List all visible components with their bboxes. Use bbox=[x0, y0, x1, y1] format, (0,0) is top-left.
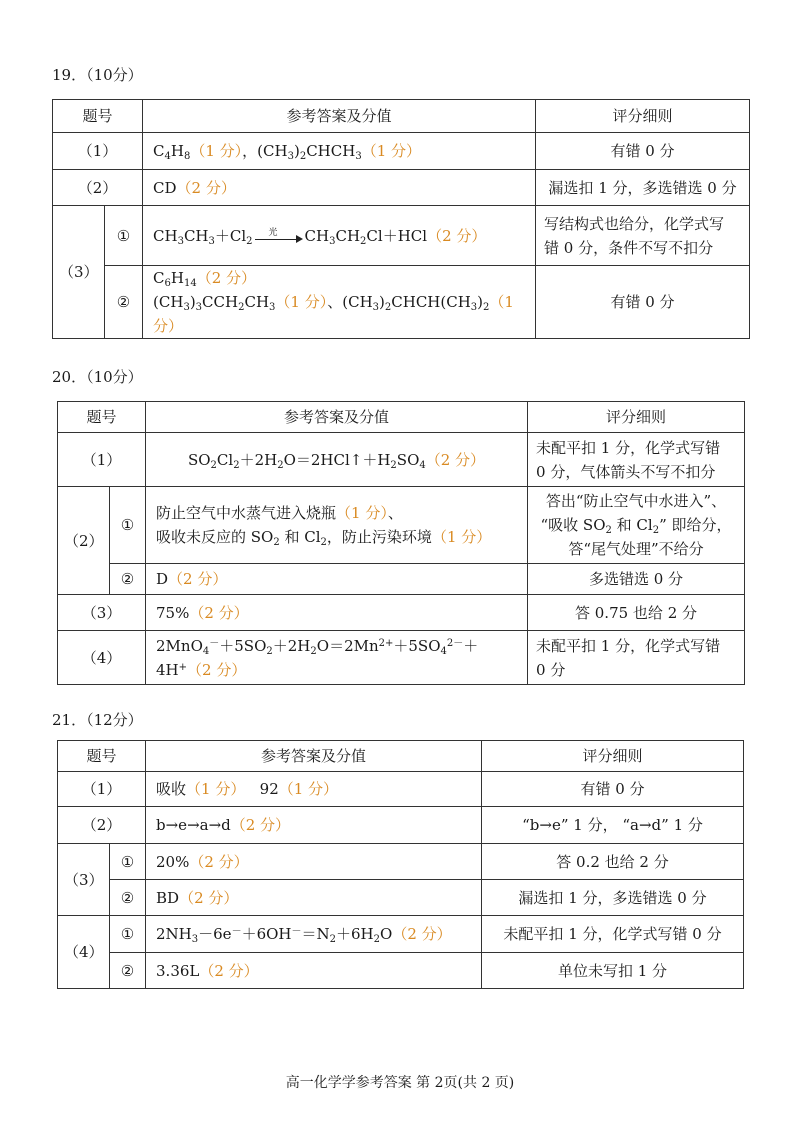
q21-table bbox=[57, 740, 744, 989]
q19-r1-no: （1） bbox=[53, 133, 143, 170]
q19-r2-answer: CD（2 分） bbox=[143, 170, 536, 206]
q21-r3-s2-rule: 漏选扣 1 分，多选错选 0 分 bbox=[482, 880, 744, 916]
header-rule: 评分细则 bbox=[536, 100, 750, 133]
q21-r2-rule: “b→e” 1 分， “a→d” 1 分 bbox=[482, 807, 744, 844]
q19-r3-s1-mark: ① bbox=[105, 206, 143, 266]
q21-r4-s1-mark: ① bbox=[110, 916, 146, 953]
q21-r3-s1-rule: 答 0.2 也给 2 分 bbox=[482, 844, 744, 880]
q19-r2-no: （2） bbox=[53, 170, 143, 206]
q21-r4-s2-answer: 3.36L（2 分） bbox=[146, 953, 482, 989]
header-answer: 参考答案及分值 bbox=[146, 402, 528, 433]
q21-r2-answer: b→e→a→d（2 分） bbox=[146, 807, 482, 844]
q20-r4-no: （4） bbox=[58, 631, 146, 685]
q20-title: 20．（10分） bbox=[52, 368, 143, 386]
q19-r1-rule: 有错 0 分 bbox=[536, 133, 750, 170]
q19-table bbox=[52, 99, 750, 339]
q20-table bbox=[57, 401, 745, 685]
q19-r3-s2-answer: $C_6H_{14}(2$ 分） $(CH_3)_3CCH_2CH_3(1$ 分）、$(CH_3)_2CHCH(CH_3)_2(1$ 分） bbox=[143, 266, 536, 339]
light-arrow-icon: 光 bbox=[255, 230, 303, 244]
page-footer: 高一化学学参考答案 第 2页(共 2 页) bbox=[285, 1075, 515, 1091]
q19-title: 19．（10分） bbox=[52, 66, 143, 84]
q20-r2-s1-answer: 防止空气中水蒸气进入烧瓶（1 分）、 吸收未反应的 $SO_2$ 和 $Cl_2$，防止污染环境（1 分） bbox=[146, 487, 528, 564]
q21-r3-s1-answer: 20%（2 分） bbox=[146, 844, 482, 880]
q20-r3-no: （3） bbox=[58, 595, 146, 631]
q20-r1-answer: $SO_2Cl_2+2H_2O=2HCl↑+H_2SO_4(2$ 分） bbox=[146, 433, 528, 487]
q21-r4-s2-rule: 单位未写扣 1 分 bbox=[482, 953, 744, 989]
q19-r3-no: （3） bbox=[53, 206, 105, 339]
header-question-no: 题号 bbox=[58, 402, 146, 433]
q21-r3-s2-mark: ② bbox=[110, 880, 146, 916]
q20-r1-rule: 未配平扣 1 分，化学式写错 0 分，气体箭头不写不扣分 bbox=[528, 433, 745, 487]
q19-r3-s2-mark: ② bbox=[105, 266, 143, 339]
header-question-no: 题号 bbox=[53, 100, 143, 133]
q21-r3-no: （3） bbox=[58, 844, 110, 916]
q21-r3-s2-answer: BD（2 分） bbox=[146, 880, 482, 916]
q21-r1-answer: 吸收（1 分） 92（1 分） bbox=[146, 772, 482, 807]
q21-r3-s1-mark: ① bbox=[110, 844, 146, 880]
header-question-no: 题号 bbox=[58, 741, 146, 772]
q19-r2-rule: 漏选扣 1 分，多选错选 0 分 bbox=[536, 170, 750, 206]
q20-r2-s2-answer: D（2 分） bbox=[146, 564, 528, 595]
q19-r1-answer: $C_4H_8(1$ 分），$(CH_3)_2CHCH_3(1$ 分） bbox=[143, 133, 536, 170]
q20-r3-answer: 75%（2 分） bbox=[146, 595, 528, 631]
q21-r1-no: （1） bbox=[58, 772, 146, 807]
q21-r1-rule: 有错 0 分 bbox=[482, 772, 744, 807]
q21-r2-no: （2） bbox=[58, 807, 146, 844]
q21-r4-s1-answer: $2NH_3-6e^-+6OH^-=N_2+6H_2O(2$ 分） bbox=[146, 916, 482, 953]
q20-r2-s2-rule: 多选错选 0 分 bbox=[528, 564, 745, 595]
q21-r4-no: （4） bbox=[58, 916, 110, 989]
q20-r4-answer: $2MnO_4^-+5SO_2+2H_2O=2Mn^{2+}+5SO_4^{2-}+4H^+(2$ 分） bbox=[146, 631, 528, 685]
q21-title: 21．（12分） bbox=[52, 711, 143, 729]
q21-r4-s2-mark: ② bbox=[110, 953, 146, 989]
q20-r3-rule: 答 0.75 也给 2 分 bbox=[528, 595, 745, 631]
header-rule: 评分细则 bbox=[528, 402, 745, 433]
header-rule: 评分细则 bbox=[482, 741, 744, 772]
header-answer: 参考答案及分值 bbox=[143, 100, 536, 133]
q19-r3-s2-rule: 有错 0 分 bbox=[536, 266, 750, 339]
q19-r3-s1-answer: $CH_3CH_3+Cl_2$ 光 $CH_3CH_2Cl+HCl(2$ 分） bbox=[143, 206, 536, 266]
q20-r2-s2-mark: ② bbox=[110, 564, 146, 595]
q19-r3-s1-rule: 写结构式也给分，化学式写 错 0 分，条件不写不扣分 bbox=[536, 206, 750, 266]
q21-r4-s1-rule: 未配平扣 1 分，化学式写错 0 分 bbox=[482, 916, 744, 953]
q20-r2-s1-mark: ① bbox=[110, 487, 146, 564]
q20-r2-s1-rule: 答出“防止空气中水进入”、 “吸收 $SO_2$ 和 $Cl_2$” 即给分， 答“尾气处理”不给分 bbox=[528, 487, 745, 564]
q20-r4-rule: 未配平扣 1 分，化学式写错 0 分 bbox=[528, 631, 745, 685]
q20-r2-no: （2） bbox=[58, 487, 110, 595]
header-answer: 参考答案及分值 bbox=[146, 741, 482, 772]
q20-r1-no: （1） bbox=[58, 433, 146, 487]
